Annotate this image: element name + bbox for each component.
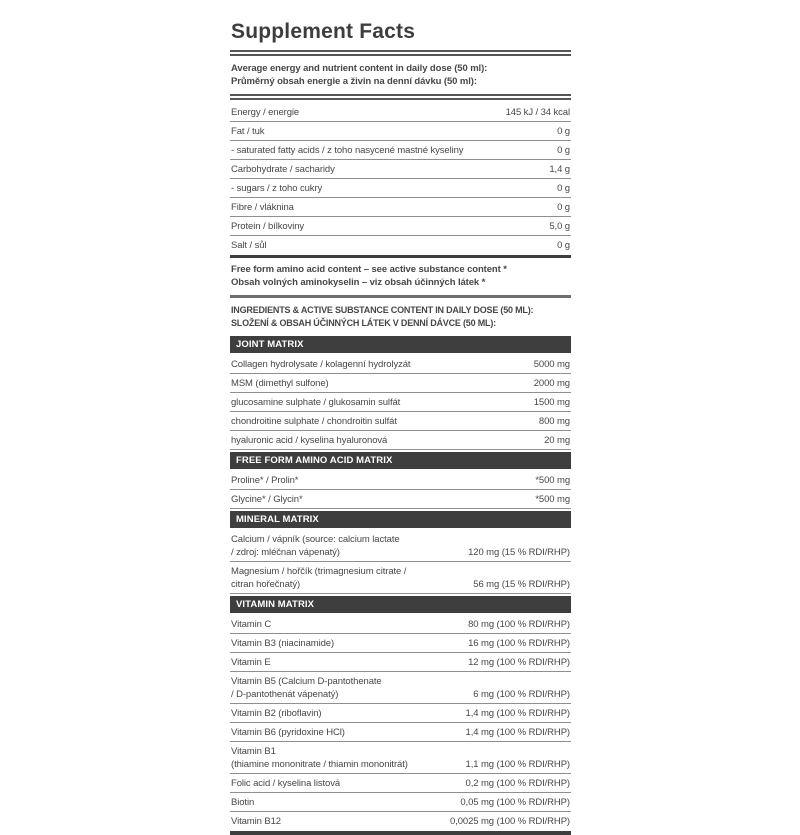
table-row (230, 374, 571, 393)
table-row (230, 198, 571, 217)
row-label: Salt / sůl (231, 240, 267, 251)
intro-line-en: Average energy and nutrient content in daily dose (50 ml): (231, 63, 488, 74)
footnote-line-cz: Obsah volných aminokyselin – viz obsah účinných látek * (231, 277, 486, 288)
nutrition-table (230, 103, 571, 254)
ingredients-heading (230, 301, 571, 334)
footnote-line-en: Free form amino acid content – see active substance content * (231, 264, 507, 275)
table-row (230, 217, 571, 236)
table-row (230, 742, 571, 774)
title-divider (230, 50, 571, 56)
row-value: 0,0025 mg (100 % RDI/RHP) (450, 816, 570, 827)
table-row (230, 530, 571, 562)
row-value: *500 mg (535, 494, 570, 505)
row-label: hyaluronic acid / kyselina hyaluronová (231, 435, 388, 446)
footnote-divider (230, 295, 571, 298)
row-value: 20 mg (544, 435, 570, 446)
table-row (230, 793, 571, 812)
table-row (230, 653, 571, 672)
row-value: 1500 mg (533, 397, 570, 408)
row-value: 0 g (557, 202, 570, 213)
row-value: 120 mg (15 % RDI/RHP) (468, 547, 570, 558)
row-label: - saturated fatty acids / z toho nasycené mastné kyseliny (231, 145, 464, 156)
label-title: Supplement Facts (231, 20, 416, 43)
row-value: 0 g (557, 183, 570, 194)
footnote (230, 260, 571, 293)
row-value: 1,4 g (549, 164, 570, 175)
table-row (230, 615, 571, 634)
table-row (230, 723, 571, 742)
row-value: 5000 mg (533, 359, 570, 370)
table-row (230, 393, 571, 412)
supplement-facts-label (230, 20, 571, 835)
section-header: JOINT MATRIX (230, 336, 571, 353)
row-label: Protein / bílkoviny (231, 221, 305, 232)
table-row (230, 490, 571, 509)
row-label: glucosamine sulphate / glukosamin sulfát (231, 397, 401, 408)
table-row (230, 634, 571, 653)
table-row (230, 812, 571, 830)
row-value: 2000 mg (533, 378, 570, 389)
table-row (230, 122, 571, 141)
table-row (230, 562, 571, 594)
row-label: Vitamin B2 (riboflavin) (231, 708, 322, 719)
row-value: 56 mg (15 % RDI/RHP) (473, 579, 570, 590)
table-row (230, 412, 571, 431)
row-label: Fat / tuk (231, 126, 265, 137)
section-header: FREE FORM AMINO ACID MATRIX (230, 452, 571, 469)
row-value: 1,4 mg (100 % RDI/RHP) (465, 708, 570, 719)
row-label: Vitamin B1 (thiamine mononitrate / thiamin mononitrát) (231, 746, 408, 770)
table-row (230, 774, 571, 793)
table-row (230, 704, 571, 723)
row-value: 0,2 mg (100 % RDI/RHP) (465, 778, 570, 789)
row-label: Calcium / vápník (source: calcium lactate / zdroj: mléčnan vápenatý) (231, 534, 400, 558)
table-row (230, 471, 571, 490)
bottom-rule (230, 831, 571, 835)
matrix-sections (230, 336, 571, 830)
row-label: Proline* / Prolin* (231, 475, 299, 486)
row-label: Vitamin B5 (Calcium D-pantothenate / D-pantothenát vápenatý) (231, 676, 382, 700)
row-value: 12 mg (100 % RDI/RHP) (468, 657, 570, 668)
row-label: Fibre / vláknina (231, 202, 294, 213)
row-value: 6 mg (100 % RDI/RHP) (473, 689, 570, 700)
row-label: Vitamin E (231, 657, 271, 668)
ingredients-heading-cz: SLOŽENÍ & OBSAH ÚČINNÝCH LÁTEK V DENNÍ DÁVCE (50 ML): (231, 318, 496, 328)
intro-line-cz: Průměrný obsah energie a živin na denní dávku (50 ml): (231, 76, 477, 87)
section-header: MINERAL MATRIX (230, 511, 571, 528)
row-value: 145 kJ / 34 kcal (505, 107, 570, 118)
ingredients-heading-en: INGREDIENTS & ACTIVE SUBSTANCE CONTENT IN DAILY DOSE (50 ML): (231, 305, 534, 315)
row-label: Biotin (231, 797, 255, 808)
row-value: 1,4 mg (100 % RDI/RHP) (465, 727, 570, 738)
row-label: Folic acid / kyselina listová (231, 778, 341, 789)
section-header: VITAMIN MATRIX (230, 596, 571, 613)
row-value: 80 mg (100 % RDI/RHP) (468, 619, 570, 630)
row-label: chondroitine sulphate / chondroitin sulfát (231, 416, 397, 427)
row-label: Vitamin B3 (niacinamide) (231, 638, 335, 649)
intro-text (230, 59, 571, 92)
row-value: 0 g (557, 240, 570, 251)
row-value: 5,0 g (549, 221, 570, 232)
row-label: Carbohydrate / sacharidy (231, 164, 335, 175)
row-label: Vitamin B12 (231, 816, 281, 827)
row-label: Collagen hydrolysate / kolagenní hydrolyzát (231, 359, 411, 370)
row-label: Energy / energie (231, 107, 300, 118)
row-label: MSM (dimethyl sulfone) (231, 378, 329, 389)
row-value: 0 g (557, 126, 570, 137)
table-row (230, 160, 571, 179)
table-row (230, 141, 571, 160)
table-row (230, 672, 571, 704)
row-label: Vitamin B6 (pyridoxine HCl) (231, 727, 345, 738)
table-row (230, 236, 571, 254)
row-label: Vitamin C (231, 619, 272, 630)
nutrition-divider (230, 255, 571, 258)
row-label: Magnesium / hořčík (trimagnesium citrate / citran hořečnatý) (231, 566, 407, 590)
row-label: Glycine* / Glycin* (231, 494, 303, 505)
intro-divider (230, 94, 571, 100)
table-row (230, 355, 571, 374)
table-row (230, 431, 571, 450)
row-value: 0,05 mg (100 % RDI/RHP) (460, 797, 570, 808)
row-label: - sugars / z toho cukry (231, 183, 323, 194)
row-value: 0 g (557, 145, 570, 156)
row-value: *500 mg (535, 475, 570, 486)
row-value: 16 mg (100 % RDI/RHP) (468, 638, 570, 649)
row-value: 1,1 mg (100 % RDI/RHP) (465, 759, 570, 770)
table-row (230, 103, 571, 122)
row-value: 800 mg (538, 416, 570, 427)
table-row (230, 179, 571, 198)
